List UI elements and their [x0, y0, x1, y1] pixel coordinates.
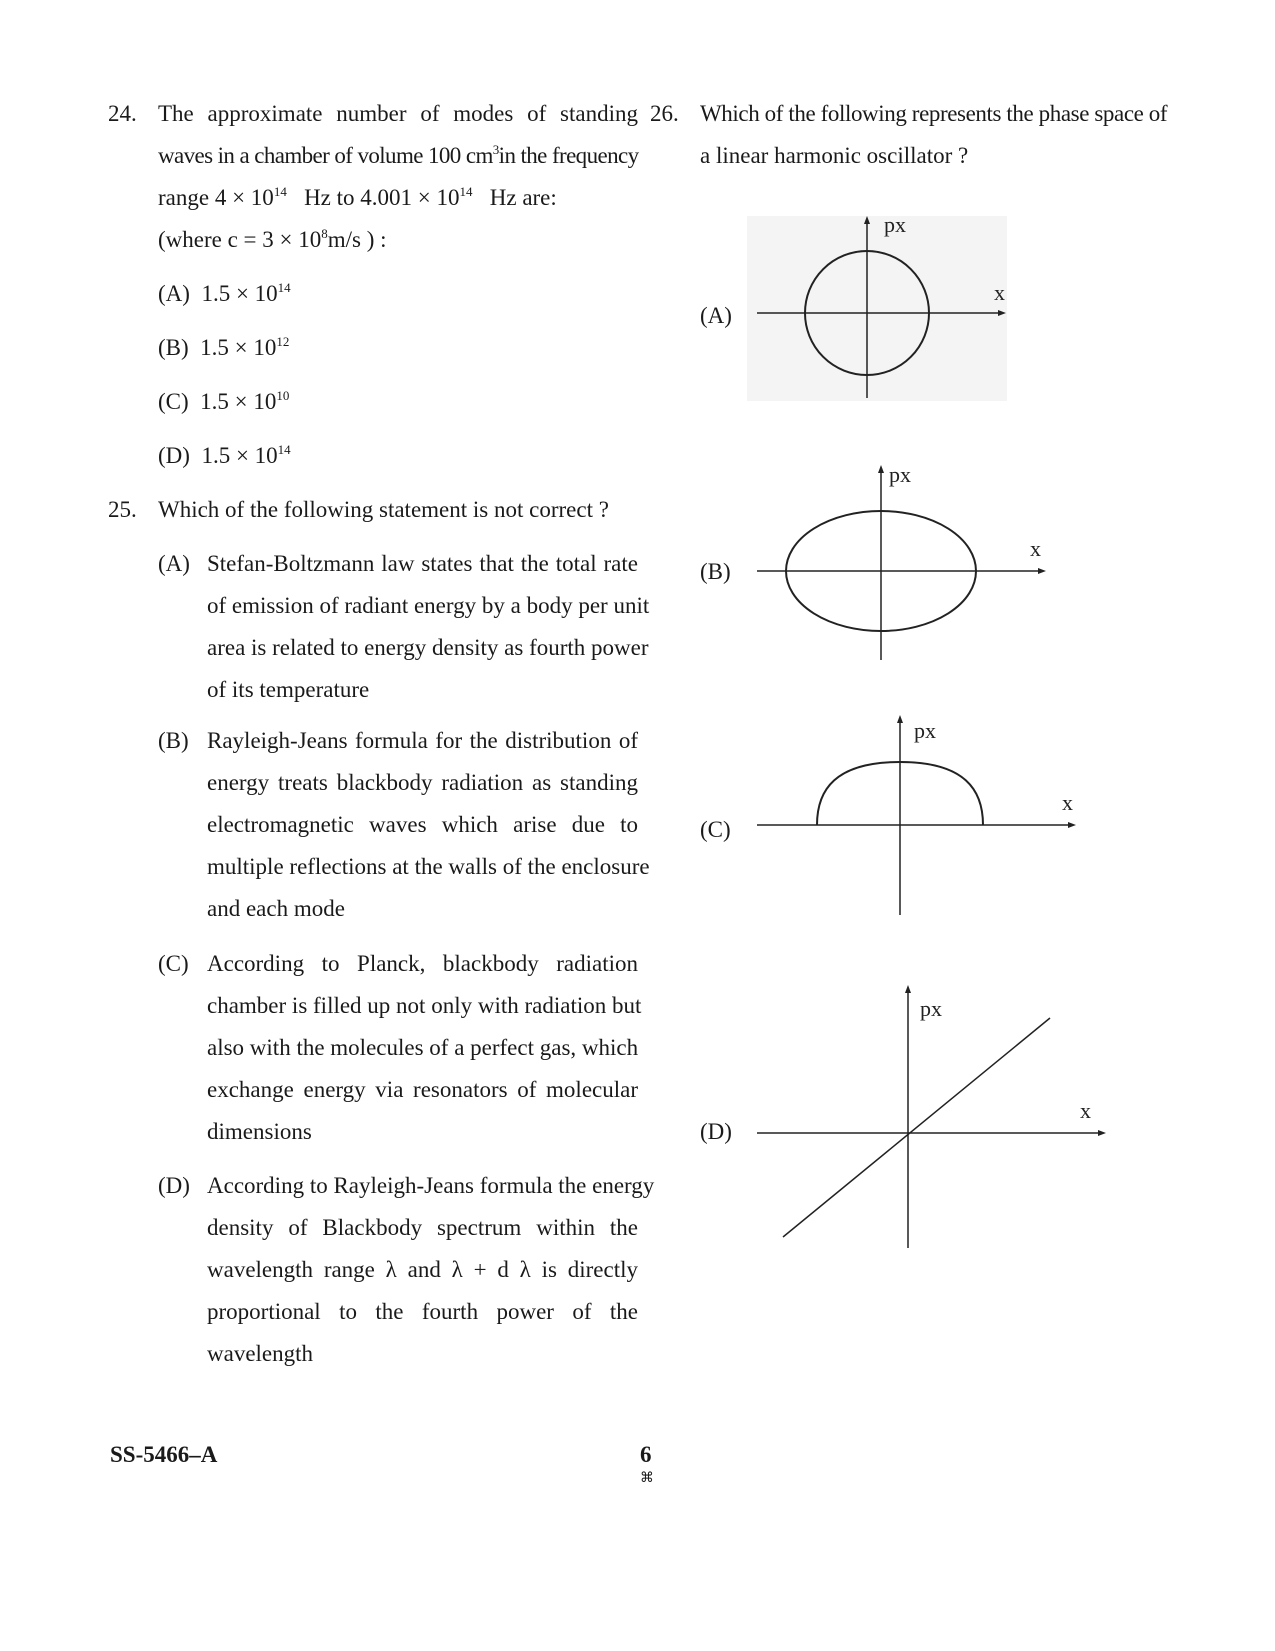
q26-option-c-label: (C)	[700, 817, 731, 842]
q25-option-d-line: According to Rayleigh-Jeans formula the energy	[207, 1173, 655, 1198]
q24-option-d: (D) $1.5 \times 10^{14}$	[158, 442, 291, 468]
diagram-d-x-label: x	[1080, 1098, 1091, 1123]
phase-diagram-b	[740, 460, 1060, 665]
q25-option-b-line: and each mode	[207, 896, 345, 921]
page-mark-icon: ⌘	[640, 1471, 654, 1486]
q25-option-a-line: area is related to energy density as fourth power	[207, 635, 649, 660]
diagram-c-y-arrow	[897, 715, 903, 723]
q25-option-d-label: (D)	[158, 1173, 190, 1198]
q24-number: 24.	[108, 101, 137, 126]
phase-diagram-a	[740, 210, 1020, 410]
q25-option-d-line: density of Blackbody spectrum within the	[207, 1215, 638, 1240]
q26-option-d-label: (D)	[700, 1119, 732, 1144]
phase-diagram-d	[740, 980, 1120, 1270]
q25-option-c-line: chamber is filled up not only with radiation but	[207, 993, 642, 1018]
diagram-d-y-arrow	[905, 985, 911, 993]
q24-line-1: The approximate number of modes of standing	[158, 101, 638, 126]
diagram-d-px-label: px	[920, 996, 942, 1021]
q25-option-a-line: of its temperature	[207, 677, 370, 702]
q25-question: Which of the following statement is not correct ?	[158, 497, 609, 522]
q24-line-3: range $4 \times 10^{14}$ Hz to $4.001 \times 10^{14}$ Hz are:	[158, 184, 557, 210]
diagram-a-x-label: x	[994, 280, 1005, 305]
diagram-a-px-label: px	[884, 212, 906, 237]
q25-option-c-line: exchange energy via resonators of molecular	[207, 1077, 638, 1102]
q24-option-a: (A) $1.5 \times 10^{14}$	[158, 280, 291, 306]
q25-option-b-line: multiple reflections at the walls of the enclosure	[207, 854, 650, 879]
q25-option-d-line: proportional to the fourth power of the	[207, 1299, 638, 1324]
q24-line-2: waves in a chamber of volume 100 $cm^3in$ the frequency	[158, 142, 639, 168]
diagram-b-x-arrow	[1038, 568, 1046, 574]
q24-option-b: (B) $1.5 \times 10^{12}$	[158, 334, 290, 360]
q25-option-d-line: wavelength	[207, 1341, 314, 1366]
q25-option-a-line: Stefan-Boltzmann law states that the total rate	[207, 551, 638, 576]
q25-option-b-line: energy treats blackbody radiation as standing	[207, 770, 638, 795]
page-number: 6	[640, 1442, 652, 1467]
q25-option-c-line: also with the molecules of a perfect gas, which	[207, 1035, 639, 1060]
diagram-d-x-arrow	[1098, 1130, 1106, 1136]
q25-option-b-line: electromagnetic waves which arise due to	[207, 812, 638, 837]
q24-option-c: (C) $1.5 \times 10^{10}$	[158, 388, 290, 414]
diagram-d-line	[783, 1018, 1050, 1237]
paper-code: SS-5466–A	[110, 1442, 218, 1467]
q25-option-c-label: (C)	[158, 951, 189, 976]
diagram-c-x-arrow	[1068, 822, 1076, 828]
diagram-c-x-label: x	[1062, 790, 1073, 815]
q24-line-4: (where $c = 3 \times 10^8m/s$ ) :	[158, 226, 387, 252]
q26-number: 26.	[650, 101, 679, 126]
q25-number: 25.	[108, 497, 137, 522]
phase-diagram-c	[740, 710, 1090, 920]
diagram-b-px-label: px	[889, 462, 911, 487]
q25-option-a-label: (A)	[158, 551, 190, 576]
q25-option-b-label: (B)	[158, 728, 189, 753]
q25-option-c-line: dimensions	[207, 1119, 312, 1144]
diagram-b-x-label: x	[1030, 536, 1041, 561]
q25-option-b-line: Rayleigh-Jeans formula for the distribution of	[207, 728, 638, 753]
q25-option-a-line: of emission of radiant energy by a body per unit	[207, 593, 650, 618]
q25-option-d-line: wavelength range λ and λ + d λ is directly	[207, 1257, 638, 1282]
diagram-b-y-arrow	[878, 465, 884, 473]
q25-option-c-line: According to Planck, blackbody radiation	[207, 951, 638, 976]
q26-line-1: Which of the following represents the phase space of	[700, 101, 1168, 126]
q26-line-2: a linear harmonic oscillator ?	[700, 143, 969, 168]
diagram-c-px-label: px	[914, 718, 936, 743]
q26-option-a-label: (A)	[700, 303, 732, 328]
q26-option-b-label: (B)	[700, 559, 731, 584]
